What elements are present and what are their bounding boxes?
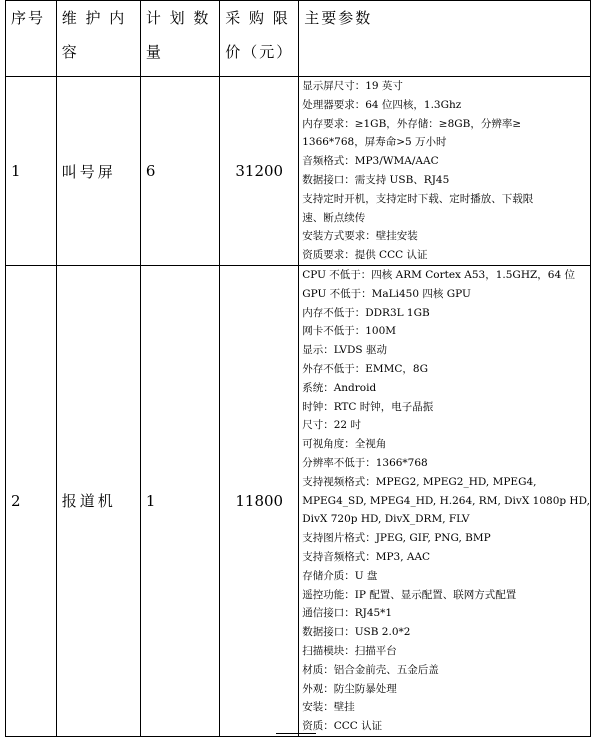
param-line: 支持音频格式：MP3, AAC — [302, 550, 431, 563]
param-line: 显示：LVDS 驱动 — [302, 344, 387, 357]
page-break-mark — [276, 733, 316, 734]
param-line: 处理器要求：64 位四核，1.3Ghz — [302, 98, 462, 111]
param-line: 支持视频格式：MPEG2, MPEG2_HD, MPEG4, — [302, 475, 537, 488]
row-params — [299, 266, 591, 737]
table-row — [6, 266, 591, 737]
param-line: DivX 720p HD, DivX_DRM, FLV — [302, 513, 470, 526]
row-price: 31200 — [220, 77, 299, 266]
param-line: 外存不低于：EMMC，8G — [302, 362, 428, 375]
header-price-line1: 采 购 限 — [225, 9, 290, 27]
param-line: 数据接口：需支持 USB、RJ45 — [302, 174, 450, 186]
param-line: 显示屏尺寸：19 英寸 — [302, 80, 403, 93]
header-price — [220, 1, 299, 77]
param-line: 分辨率不低于：1366*768 — [302, 456, 428, 469]
param-line: 资质要求：提供 CCC 认证 — [302, 249, 428, 262]
row-quantity: 6 — [140, 77, 219, 266]
param-line: 内存要求：≥1GB，外存储：≥8GB，分辨率≥ — [302, 117, 522, 130]
param-line: 支持图片格式：JPEG, GIF, PNG, BMP — [302, 532, 491, 545]
param-line: 存储介质：U 盘 — [302, 569, 378, 582]
header-row — [6, 1, 591, 77]
header-quantity — [140, 1, 219, 77]
param-line: 资质：CCC 认证 — [302, 720, 383, 733]
param-line: 数据接口：USB 2.0*2 — [302, 626, 411, 639]
param-line: 音频格式：MP3/WMA/AAC — [302, 155, 439, 168]
param-line: 网卡不低于：100M — [302, 325, 396, 338]
header-content-line2: 容 — [61, 43, 79, 61]
header-quantity-line2: 量 — [145, 43, 163, 61]
header-price-line2: 价（元） — [225, 43, 294, 61]
param-line: 扫描模块：扫描平台 — [302, 644, 397, 657]
param-line: 遥控功能：IP 配置、显示配置、联网方式配置 — [302, 588, 517, 601]
param-line: 1366*768，屏寿命>5 万小时 — [302, 136, 447, 149]
param-line: 安装方式要求：壁挂安装 — [302, 230, 418, 243]
row-index: 2 — [6, 266, 57, 737]
header-params: 主要参数 — [299, 1, 591, 77]
header-quantity-line1: 计 划 数 — [145, 9, 211, 27]
param-line: CPU 不低于：四核 ARM Cortex A53，1.5GHZ，64 位 — [302, 269, 575, 281]
param-line: 安装：壁挂 — [302, 701, 355, 714]
param-line: 内存不低于：DDR3L 1GB — [302, 306, 430, 319]
row-name: 报道机 — [56, 266, 140, 737]
param-line: 系统：Android — [302, 381, 377, 394]
procurement-table — [5, 0, 591, 737]
row-price: 11800 — [220, 266, 299, 737]
header-content — [56, 1, 140, 77]
param-line: 外观：防尘防暴处理 — [302, 682, 397, 695]
param-line: 材质：铝合金前壳、五金后盖 — [302, 663, 439, 676]
row-params — [299, 77, 591, 266]
row-name: 叫号屏 — [56, 77, 140, 266]
param-line: MPEG4_SD, MPEG4_HD, H.264, RM, DivX 1080p HD, — [302, 494, 590, 507]
header-index: 序号 — [6, 1, 57, 77]
row-quantity: 1 — [140, 266, 219, 737]
row-index: 1 — [6, 77, 57, 266]
param-line: 时钟：RTC 时钟，电子晶振 — [302, 400, 434, 413]
table-row — [6, 77, 591, 266]
param-line: 支持定时开机，支持定时下载、定时播放、下载限 — [302, 192, 534, 205]
param-line: GPU 不低于：MaLi450 四核 GPU — [302, 287, 471, 300]
param-line: 可视角度：全视角 — [302, 438, 387, 451]
header-content-line1: 维 护 内 — [61, 9, 127, 27]
param-line: 通信接口：RJ45*1 — [302, 607, 393, 620]
param-line: 速、断点续传 — [302, 211, 366, 224]
param-line: 尺寸：22 吋 — [302, 419, 361, 432]
